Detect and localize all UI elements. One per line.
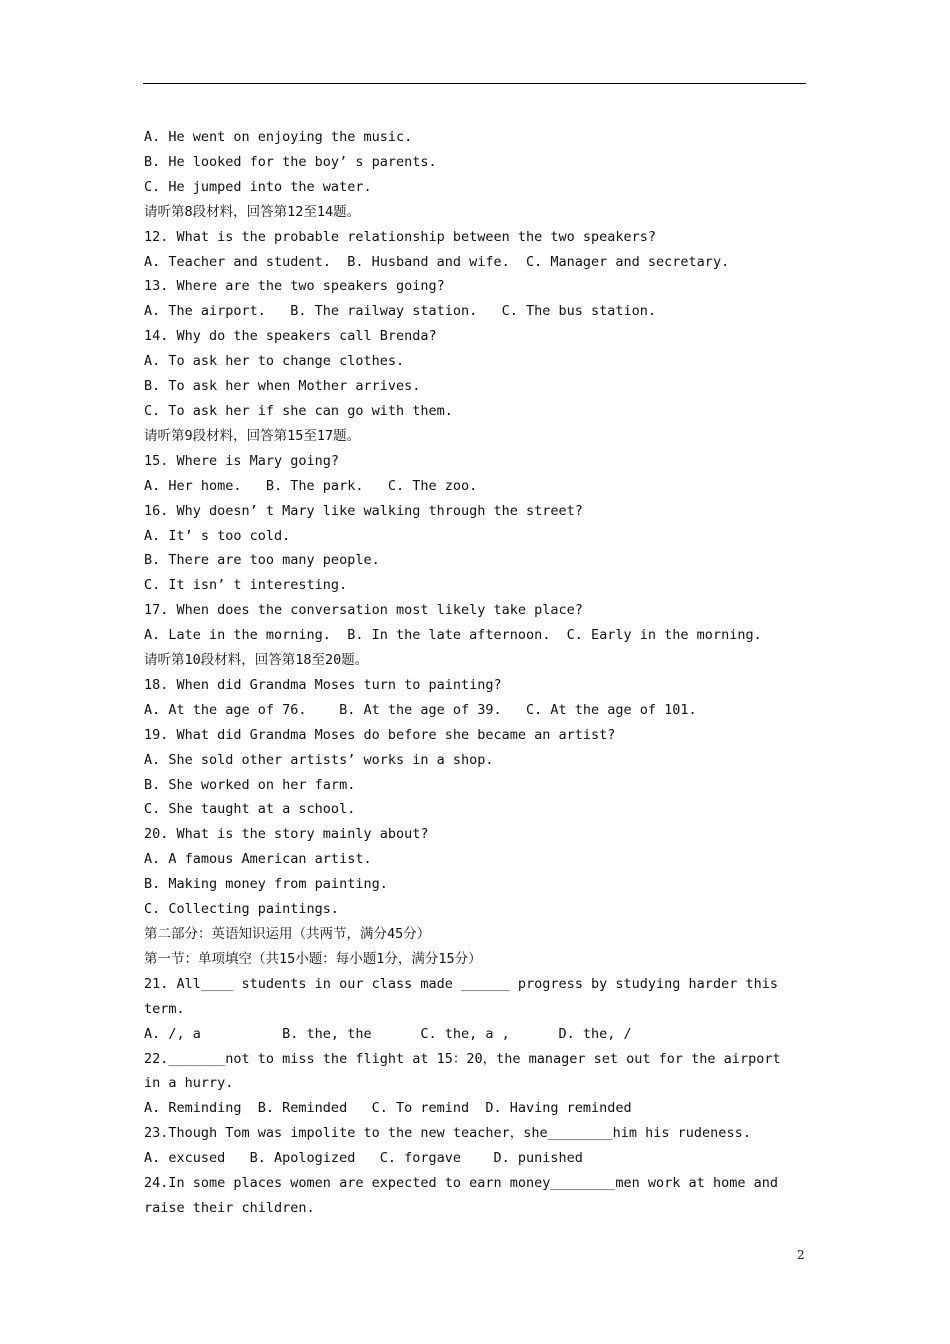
option-line: A. Late in the morning. B. In the late afternoon. C. Early in the morning.	[144, 627, 762, 644]
question-line: 15. Where is Mary going?	[144, 452, 340, 469]
option-line: A. She sold other artists’ works in a shop.	[144, 751, 494, 768]
option-line: A. A famous American artist.	[144, 851, 372, 868]
option-line: B. To ask her when Mother arrives.	[144, 378, 421, 395]
question-line: 17. When does the conversation most likely take place?	[144, 602, 583, 619]
section-instruction: 请听第9段材料，回答第15至17题。	[144, 427, 361, 444]
question-continuation: term.	[144, 1000, 185, 1017]
page-number: 2	[797, 1248, 805, 1262]
header-rule	[143, 83, 806, 84]
question-line: 21. All____ students in our class made ______ progress by studying harder this	[144, 975, 778, 992]
question-line: 16. Why doesn’ t Mary like walking through the street?	[144, 502, 583, 519]
option-line: C. To ask her if she can go with them.	[144, 402, 453, 419]
question-line: 14. Why do the speakers call Brenda?	[144, 328, 437, 345]
section-instruction: 请听第10段材料，回答第18至20题。	[144, 652, 369, 669]
option-line: A. To ask her to change clothes.	[144, 353, 405, 370]
option-line: A. Reminding B. Reminded C. To remind D. Having reminded	[144, 1100, 632, 1117]
question-line: 18. When did Grandma Moses turn to painting?	[144, 676, 502, 693]
question-line: 13. Where are the two speakers going?	[144, 278, 445, 295]
question-continuation: in a hurry.	[144, 1075, 234, 1092]
option-line: A. Her home. B. The park. C. The zoo.	[144, 477, 478, 494]
question-line: 23.Though Tom was impolite to the new teacher，she________him his rudeness.	[144, 1125, 751, 1142]
section-instruction: 请听第8段材料，回答第12至14题。	[144, 203, 361, 220]
option-line: B. There are too many people.	[144, 552, 380, 569]
option-line: C. It isn’ t interesting.	[144, 577, 348, 594]
option-line: B. She worked on her farm.	[144, 776, 356, 793]
option-line: A. At the age of 76. B. At the age of 39. C. At the age of 101.	[144, 701, 697, 718]
question-line: 20. What is the story mainly about?	[144, 826, 429, 843]
option-line: A. The airport. B. The railway station. C. The bus station.	[144, 303, 657, 320]
option-line: A. excused B. Apologized C. forgave D. punished	[144, 1150, 583, 1167]
part-heading: 第二部分：英语知识运用（共两节，满分45分）	[144, 926, 431, 942]
option-line: C. Collecting paintings.	[144, 901, 340, 918]
option-line: C. He jumped into the water.	[144, 178, 372, 195]
option-line: B. Making money from painting.	[144, 876, 388, 893]
section-heading: 第一节：单项填空（共15小题：每小题1分，满分15分）	[144, 950, 482, 967]
question-line: 19. What did Grandma Moses do before she became an artist?	[144, 726, 616, 743]
option-line: A. /, a B. the, the C. the, a , D. the, /	[144, 1025, 632, 1042]
option-line: A. It’ s too cold.	[144, 527, 291, 544]
question-line: 22._______not to miss the flight at 15：20，the manager set out for the airport	[144, 1050, 781, 1067]
question-line: 12. What is the probable relationship between the two speakers?	[144, 228, 657, 245]
option-line: B. He looked for the boy’ s parents.	[144, 153, 437, 170]
question-line: 24.In some places women are expected to earn money________men work at home and	[144, 1175, 778, 1192]
question-continuation: raise their children.	[144, 1199, 315, 1216]
option-line: A. He went on enjoying the music.	[144, 129, 413, 145]
option-line: C. She taught at a school.	[144, 801, 356, 818]
exam-content	[144, 125, 807, 1221]
option-line: A. Teacher and student. B. Husband and wife. C. Manager and secretary.	[144, 253, 730, 270]
